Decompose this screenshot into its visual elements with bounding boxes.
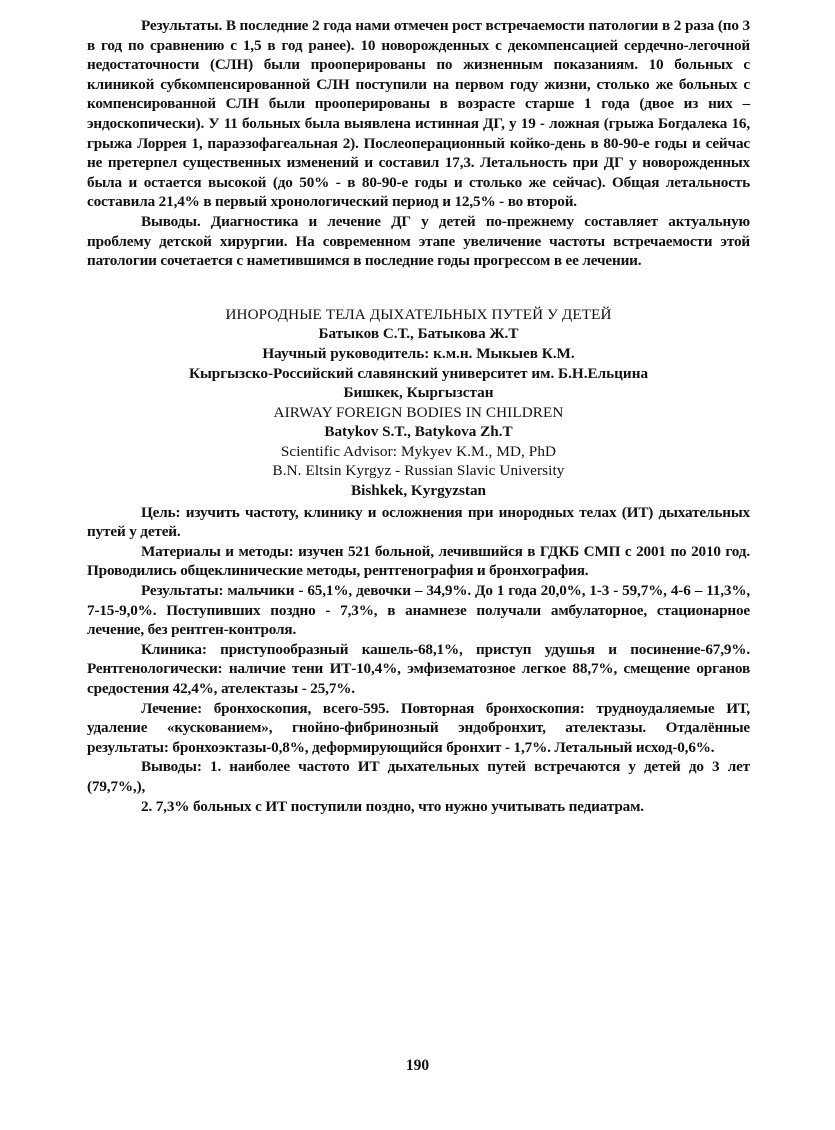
intro-conclusions-paragraph: Выводы. Диагностика и лечение ДГ у детей по-прежнему составляет актуальную проблему детской хирургии. На современном этапе увеличение частоты встречаемости этой патологии сочетается с наметившимся в последние годы прогрессом в ее лечении. (87, 212, 750, 270)
university-en: B.N. Eltsin Kyrgyz - Russian Slavic University (272, 462, 565, 480)
authors-en: Batykov S.T., Batykova Zh.T (324, 423, 513, 441)
article-heading (87, 305, 750, 501)
treatment-paragraph: Лечение: бронхоскопия, всего-595. Повторная бронхоскопия: трудноудаляемые ИТ, удаление «кускованием», гнойно-фибринозный эндобронхит, ателектазы. Отдалённые результаты: бронхоэктазы-0,8%, деформирующийся бронхит - 1,7%. Летальный исход-0,6%. (87, 699, 750, 756)
advisor-ru: Научный руководитель: к.м.н. Мыкыев К.М. (262, 344, 575, 362)
intro-results-paragraph: Результаты. В последние 2 года нами отмечен рост встречаемости патологии в 2 раза (по 3 в год по сравнению с 1,5 в год ранее). 10 новорожденных с декомпенсацией сердечно-легочной недостаточности (СЛН) были прооперированы по жизненным показаниям. 10 больных с клиникой субкомпенсированной СЛН поступили на первом году жизни, столько же больных с компенсированной СЛН были прооперированы в возрасте старше 1 года (двое из них – эндоскопически). У 11 больных была выявлена истинная ДГ, у 19 - ложная (грыжа Богдалека 16, грыжа Лоррея 1, параэзофагеальная 2). Послеоперационный койко-день в 80-90-е годы и сейчас не претерпел существенных изменений и составил 17,3. Летальность при ДГ у новорожденных была и остается высокой (до 50% - в 80-90-е годы и столько же сейчас). Общая летальность составила 21,4% в первый хронологический период и 12,5% - во второй. (87, 17, 750, 211)
conclusion-1-paragraph: Выводы: 1. наиболее частото ИТ дыхательных путей встречаются у детей до 3 лет (79,7%,), (87, 758, 750, 795)
city-en: Bishkek, Kyrgyzstan (350, 482, 487, 500)
conclusion-2-paragraph: 2. 7,3% больных с ИТ поступили поздно, что нужно учитывать педиатрам. (141, 797, 644, 815)
city-ru: Бишкек, Кыргызстан (343, 384, 494, 402)
university-ru: Кыргызско-Российский славянский университет им. Б.Н.Ельцина (188, 364, 649, 382)
article-title-en: AIRWAY FOREIGN BODIES IN CHILDREN (273, 403, 564, 421)
authors-ru: Батыков С.Т., Батыкова Ж.Т (318, 325, 519, 343)
results-paragraph: Результаты: мальчики - 65,1%, девочки – 34,9%. До 1 года 20,0%, 1-3 - 59,7%, 4-6 – 11,3%, 7-15-9,0%. Поступивших поздно - 7,3%, в анамнезе получали амбулаторное, стационарное лечение, без рентген-контроля. (87, 582, 750, 639)
advisor-en: Scientific Advisor: Mykyev K.M., MD, PhD (280, 442, 557, 460)
aim-paragraph: Цель: изучить частоту, клинику и осложнения при инородных телах (ИТ) дыхательных путей у детей. (87, 503, 750, 541)
article-title-ru: ИНОРОДНЫЕ ТЕЛА ДЫХАТЕЛЬНЫХ ПУТЕЙ У ДЕТЕЙ (225, 305, 612, 323)
methods-paragraph: Материалы и методы: изучен 521 больной, лечившийся в ГДКБ СМП с 2001 по 2010 год. Проводились общеклинические методы, рентгенография и бронхография. (87, 542, 750, 580)
clinic-paragraph: Клиника: приступообразный кашель-68,1%, приступ удушья и посинение-67,9%. Рентгенологически: наличие тени ИТ-10,4%, эмфизематозное легкое 88,7%, смещение органов средостения 42,4%, ателектазы - 25,7%. (87, 640, 750, 697)
page-content (87, 16, 750, 816)
page-number: 190 (405, 1057, 430, 1074)
